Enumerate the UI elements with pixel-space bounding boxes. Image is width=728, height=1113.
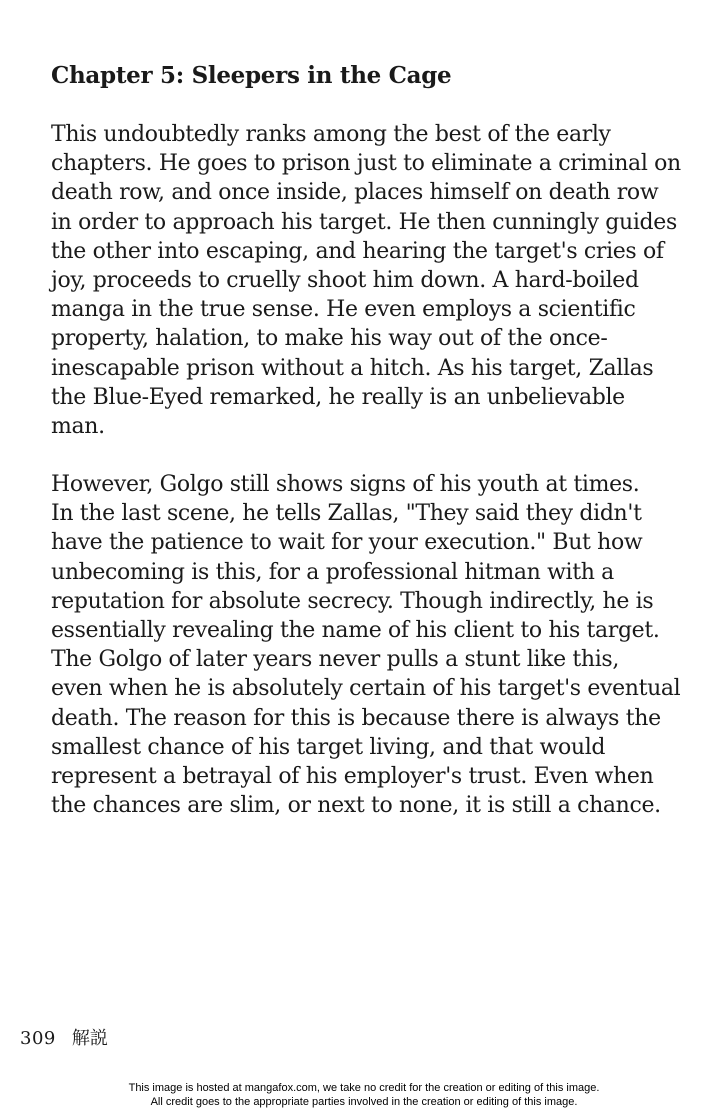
credit-line-2: All credit goes to the appropriate parties involved in the creation or editing of this image. bbox=[150, 1096, 578, 1108]
section-label: 解説 bbox=[71, 1028, 108, 1049]
text-line: have the patience to wait for your execution." But how bbox=[51, 530, 643, 556]
text-line: man. bbox=[51, 414, 105, 440]
text-line: In the last scene, he tells Zallas, "They said they didn't bbox=[51, 501, 642, 527]
text-line: chapters. He goes to prison just to eliminate a criminal on bbox=[51, 151, 681, 177]
text-line: essentially revealing the name of his client to his target. bbox=[51, 618, 660, 644]
credit-line-1: This image is hosted at mangafox.com, we take no credit for the creation or editing of this image. bbox=[128, 1082, 600, 1094]
paragraph-1 bbox=[51, 120, 681, 441]
text-line: property, halation, to make his way out of the once- bbox=[51, 326, 608, 352]
text-line: reputation for absolute secrecy. Though indirectly, he is bbox=[51, 588, 654, 614]
page-number: 309 bbox=[20, 1028, 56, 1049]
text-line: even when he is absolutely certain of his target's eventual bbox=[51, 676, 681, 702]
text-line: joy, proceeds to cruelly shoot him down. A hard-boiled bbox=[51, 268, 639, 294]
page-folio bbox=[20, 1026, 108, 1052]
paragraph-2 bbox=[51, 470, 680, 820]
text-line: the Blue-Eyed remarked, he really is an unbelievable bbox=[51, 384, 625, 410]
text-line: death. The reason for this is because there is always the bbox=[51, 705, 661, 731]
text-line: However, Golgo still shows signs of his youth at times. bbox=[51, 472, 640, 497]
text-line: in order to approach his target. He then cunningly guides bbox=[51, 209, 677, 235]
text-line: death row, and once inside, places himself on death row bbox=[51, 180, 659, 206]
text-line: smallest chance of his target living, and that would bbox=[51, 734, 606, 760]
text-line: The Golgo of later years never pulls a stunt like this, bbox=[51, 647, 619, 673]
text-line: unbecoming is this, for a professional hitman with a bbox=[51, 559, 614, 585]
chapter-title: Chapter 5: Sleepers in the Cage bbox=[51, 62, 452, 89]
text-line: manga in the true sense. He even employs a scientific bbox=[51, 297, 636, 323]
text-line: the chances are slim, or next to none, it is still a chance. bbox=[51, 793, 661, 819]
text-line: inescapable prison without a hitch. As his target, Zallas bbox=[51, 355, 654, 381]
text-line: the other into escaping, and hearing the target's cries of bbox=[51, 238, 664, 264]
text-line: This undoubtedly ranks among the best of the early bbox=[51, 122, 611, 147]
text-line: represent a betrayal of his employer's trust. Even when bbox=[51, 764, 654, 790]
